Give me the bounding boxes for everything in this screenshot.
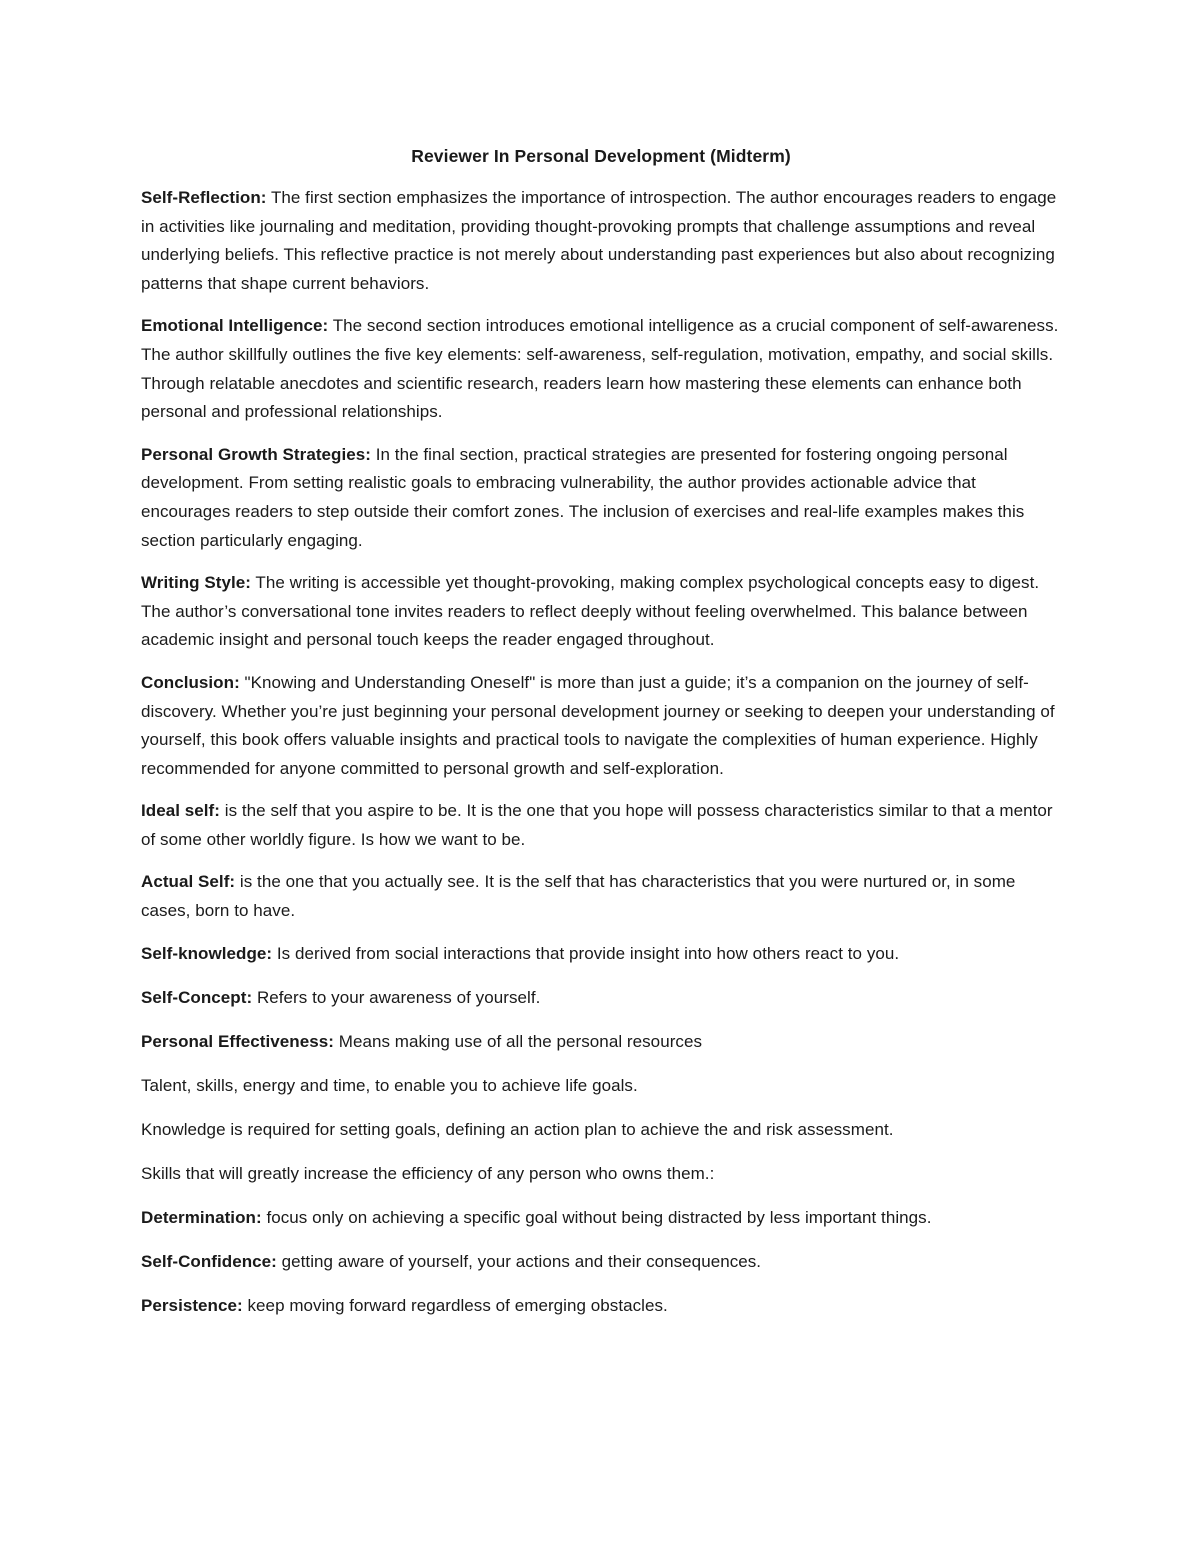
document-title: Reviewer In Personal Development (Midterm) [411, 146, 791, 166]
document-content [141, 144, 1061, 1336]
definition-text: Is derived from social interactions that provide insight into how others react to you. [272, 943, 900, 963]
section-text: The second section introduces emotional intelligence as a crucial component of self-awareness. The author skillfully outlines the five key elements: self-awareness, self-regulation, motivation, empathy, and social skills. Through relatable anecdotes and scientific research, readers learn how mastering these elements can enhance both personal and professional relationships. [141, 316, 1059, 422]
skill-term: Persistence [141, 1295, 238, 1315]
definition-term: Self-Concept [141, 987, 247, 1007]
term-colon: : [328, 1031, 334, 1051]
term-colon: : [229, 872, 236, 892]
skill-determination [141, 1204, 1061, 1233]
section-term: Self-Reflection [141, 188, 261, 207]
term-colon: : [260, 188, 267, 207]
definition-text: is the self that you aspire to be. It is the one that you hope will possess characteristics similar to that a mentor of some other worldly figure. Is how we want to be. [141, 801, 1053, 849]
definition-text: Refers to your awareness of yourself. [252, 987, 541, 1007]
plain-line-resources: Talent, skills, energy and time, to enable you to achieve life goals. [141, 1075, 638, 1095]
definition-term: Actual Self [141, 872, 230, 892]
skill-self-confidence [141, 1248, 1061, 1277]
section-personal-growth-strategies [141, 441, 1061, 555]
definition-term: Personal Effectiveness [141, 1031, 329, 1051]
plain-line-knowledge: Knowledge is required for setting goals, defining an action plan to achieve the and risk assessment. [141, 1119, 894, 1139]
definition-text: Means making use of all the personal resources [333, 1031, 703, 1051]
section-text: The first section emphasizes the importance of introspection. The author encourages readers to engage in activities like journaling and meditation, providing thought-provoking prompts that challenge assumptions and reveal underlying beliefs. This reflective practice is not merely about understanding past experiences but also about recognizing patterns that shape current behaviors. [141, 188, 1057, 293]
definition-text: is the one that you actually see. It is the self that has characteristics that you were nurtured or, in some cases, born to have. [141, 872, 1016, 921]
term-colon: : [246, 987, 253, 1007]
section-writing-style [141, 569, 1061, 655]
term-colon: : [237, 1295, 243, 1315]
section-emotional-intelligence [141, 312, 1061, 426]
skill-term: Self-Confidence [141, 1251, 272, 1271]
term-colon: : [255, 1207, 262, 1227]
definition-term: Self-knowledge [141, 943, 267, 963]
skill-text: getting aware of yourself, your actions and their consequences. [276, 1251, 762, 1271]
section-text: The writing is accessible yet thought-provoking, making complex psychological concepts easy to digest. The author’s conversational tone invites readers to reflect deeply without feeling overwhelmed. This balance between academic insight and personal touch keeps the reader engaged throughout. [141, 573, 1040, 650]
term-colon: : [214, 801, 220, 821]
definition-ideal-self [141, 797, 1061, 854]
definition-self-knowledge [141, 940, 1061, 969]
term-colon: : [365, 444, 371, 464]
definition-term: Ideal self [141, 801, 215, 821]
skill-term: Determination [141, 1207, 256, 1227]
definition-actual-self [141, 868, 1061, 925]
term-colon: : [322, 316, 329, 336]
section-text: In the final section, practical strategies are presented for fostering ongoing personal development. From setting realistic goals to embracing vulnerability, the author provides actionable advice that encourages readers to step outside their comfort zones. The inclusion of exercises and real-life examples makes this section particularly engaging. [141, 444, 1025, 550]
section-self-reflection [141, 184, 1061, 298]
section-term: Conclusion [141, 672, 235, 692]
plain-line-skills-intro: Skills that will greatly increase the efficiency of any person who owns them.: [141, 1163, 715, 1183]
definition-personal-effectiveness [141, 1028, 1061, 1057]
section-term: Emotional Intelligence [141, 316, 323, 336]
skill-text: keep moving forward regardless of emerging obstacles. [242, 1295, 668, 1315]
term-colon: : [234, 672, 240, 692]
skill-text: focus only on achieving a specific goal without being distracted by less important things. [261, 1207, 932, 1227]
section-term: Writing Style [141, 573, 246, 593]
section-text: "Knowing and Understanding Oneself" is more than just a guide; it’s a companion on the journey of self-discovery. Whether you’re just beginning your personal development journey or seeking to deepen your understanding of yourself, this book offers valuable insights and practical tools to navigate the complexities of human experience. Highly recommended for anyone committed to personal growth and self-exploration. [141, 672, 1055, 778]
term-colon: : [245, 573, 251, 593]
term-colon: : [271, 1251, 277, 1271]
definition-self-concept [141, 984, 1061, 1013]
term-colon: : [266, 943, 273, 963]
skill-persistence [141, 1292, 1061, 1321]
section-term: Personal Growth Strategies [141, 444, 366, 464]
section-conclusion [141, 669, 1061, 783]
